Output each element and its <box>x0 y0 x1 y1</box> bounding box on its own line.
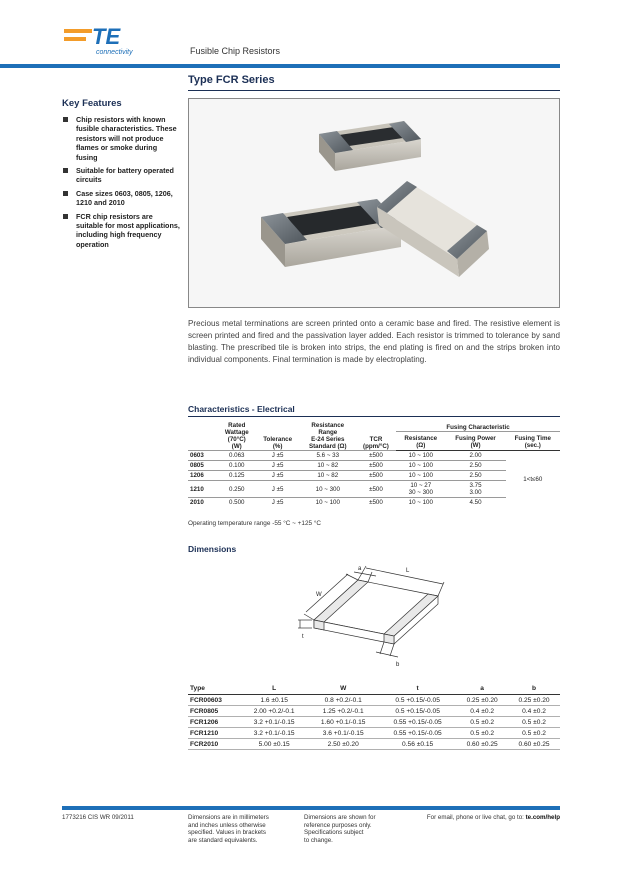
footer-note-units: Dimensions are in millimeters and inches unless otherwise specified. Values in brackets are standard equivalents. <box>188 814 269 844</box>
operating-temperature-note: Operating temperature range -55 °C ~ +125 °C <box>188 520 321 527</box>
table-row: FCR0805 2.00 +0.2/-0.1 1.25 +0.2/-0.1 0.5 +0.15/-0.05 0.4 ±0.2 0.4 ±0.2 <box>188 706 560 717</box>
dimension-drawing <box>296 558 446 670</box>
col-tcr: TCR (ppm/°C) <box>363 436 389 450</box>
key-features-list <box>62 115 180 249</box>
col-fusing-resistance: Resistance (Ω) <box>396 431 445 450</box>
feature-item: Suitable for battery operated circuits <box>62 166 180 185</box>
series-title: Type FCR Series <box>188 74 275 86</box>
feature-item: Case sizes 0603, 0805, 1206, 1210 and 2010 <box>62 189 180 208</box>
te-logo <box>62 18 172 58</box>
dim-label-b: b <box>396 662 400 668</box>
col-fusing-group: Fusing Characteristic <box>396 422 560 431</box>
table-row: FCR2010 5.00 ±0.15 2.50 ±0.20 0.56 ±0.15 0.60 ±0.25 0.60 ±0.25 <box>188 739 560 750</box>
footer-contact-text: For email, phone or live chat, go to: <box>426 814 524 821</box>
key-features-title: Key Features <box>62 98 122 109</box>
col-tolerance: Tolerance (%) <box>263 436 293 450</box>
footer-contact-link[interactable]: te.com/help <box>525 814 560 821</box>
feature-item: FCR chip resistors are suitable for most applications, including high frequency operation <box>62 212 180 250</box>
fusing-time-value: 1<t≤60 <box>506 451 560 508</box>
feature-item: Chip resistors with known fusible characteristics. These resistors will not produce flames or smoke during fusing <box>62 115 180 162</box>
dim-label-L: L <box>406 568 410 574</box>
header-rule <box>0 64 560 68</box>
table-row: FCR1210 3.2 +0.1/-0.15 3.6 +0.1/-0.15 0.55 +0.15/-0.05 0.5 ±0.2 0.5 ±0.2 <box>188 728 560 739</box>
logo-text: TE <box>92 24 121 49</box>
col-b: b <box>508 684 560 695</box>
table-row: 1206 0.125 J ±5 10 ~ 82 ±500 10 ~ 100 2.50 <box>188 471 560 481</box>
table-row: 1210 0.250 J ±5 10 ~ 300 ±500 10 ~ 27 30 ~ 300 3.75 3.00 <box>188 481 560 498</box>
dimensions-title: Dimensions <box>188 544 237 554</box>
product-photo <box>188 98 560 308</box>
key-features <box>62 98 180 253</box>
col-fusing-power: Fusing Power (W) <box>446 431 506 450</box>
dimensions-table <box>188 684 560 750</box>
dim-label-W: W <box>316 592 322 598</box>
footer-contact <box>420 814 560 822</box>
table-row: 2010 0.500 J ±5 10 ~ 100 ±500 10 ~ 100 4.50 <box>188 498 560 508</box>
header-subtitle: Fusible Chip Resistors <box>190 46 281 56</box>
electrical-title: Characteristics - Electrical <box>188 404 295 414</box>
table-row: 0603 0.063 J ±5 5.6 ~ 33 ±500 10 ~ 100 2.00 1<t≤60 <box>188 451 560 461</box>
series-title-rule <box>188 90 560 91</box>
electrical-table <box>188 422 560 507</box>
footer-note-reference: Dimensions are shown for reference purposes only. Specifications subject to change. <box>304 814 376 844</box>
col-fusing-time: Fusing Time (sec.) <box>506 431 560 450</box>
footer-rule <box>62 806 560 810</box>
col-rated-wattage: Rated Wattage (70°C) (W) <box>224 422 249 450</box>
col-W: W <box>307 684 379 695</box>
table-row: FCR1206 3.2 +0.1/-0.15 1.60 +0.1/-0.15 0.55 +0.15/-0.05 0.5 ±0.2 0.5 ±0.2 <box>188 717 560 728</box>
electrical-title-rule <box>188 416 560 417</box>
dim-label-t: t <box>302 634 304 640</box>
dim-label-a: a <box>358 566 362 572</box>
col-type: Type <box>188 684 241 695</box>
chip-image-top <box>319 121 421 171</box>
col-t: t <box>379 684 456 695</box>
footer-doc-id: 1773216 CIS WR 09/2011 <box>62 814 134 821</box>
table-row: FCR00603 1.6 ±0.15 0.8 +0.2/-0.1 0.5 +0.15/-0.05 0.25 ±0.20 0.25 ±0.20 <box>188 695 560 706</box>
chip-image-right <box>377 181 489 277</box>
col-resistance-range: Resistance Range E-24 Series Standard (Ω) <box>308 422 347 450</box>
col-L: L <box>241 684 307 695</box>
description-paragraph: Precious metal terminations are screen printed onto a ceramic base and fired. The resistive element is screen printed and fired and the passivation layer added. Each resistor is trimmed to tolerance by sand blasting. The prescribed tile is broken into strips, the end plating is fired on and the strips broken into individual components. Final termination is made by electroplating. <box>188 319 560 364</box>
table-row: 0805 0.100 J ±5 10 ~ 82 ±500 10 ~ 100 2.50 <box>188 461 560 471</box>
logo-subtext: connectivity <box>96 49 133 56</box>
col-a: a <box>456 684 508 695</box>
